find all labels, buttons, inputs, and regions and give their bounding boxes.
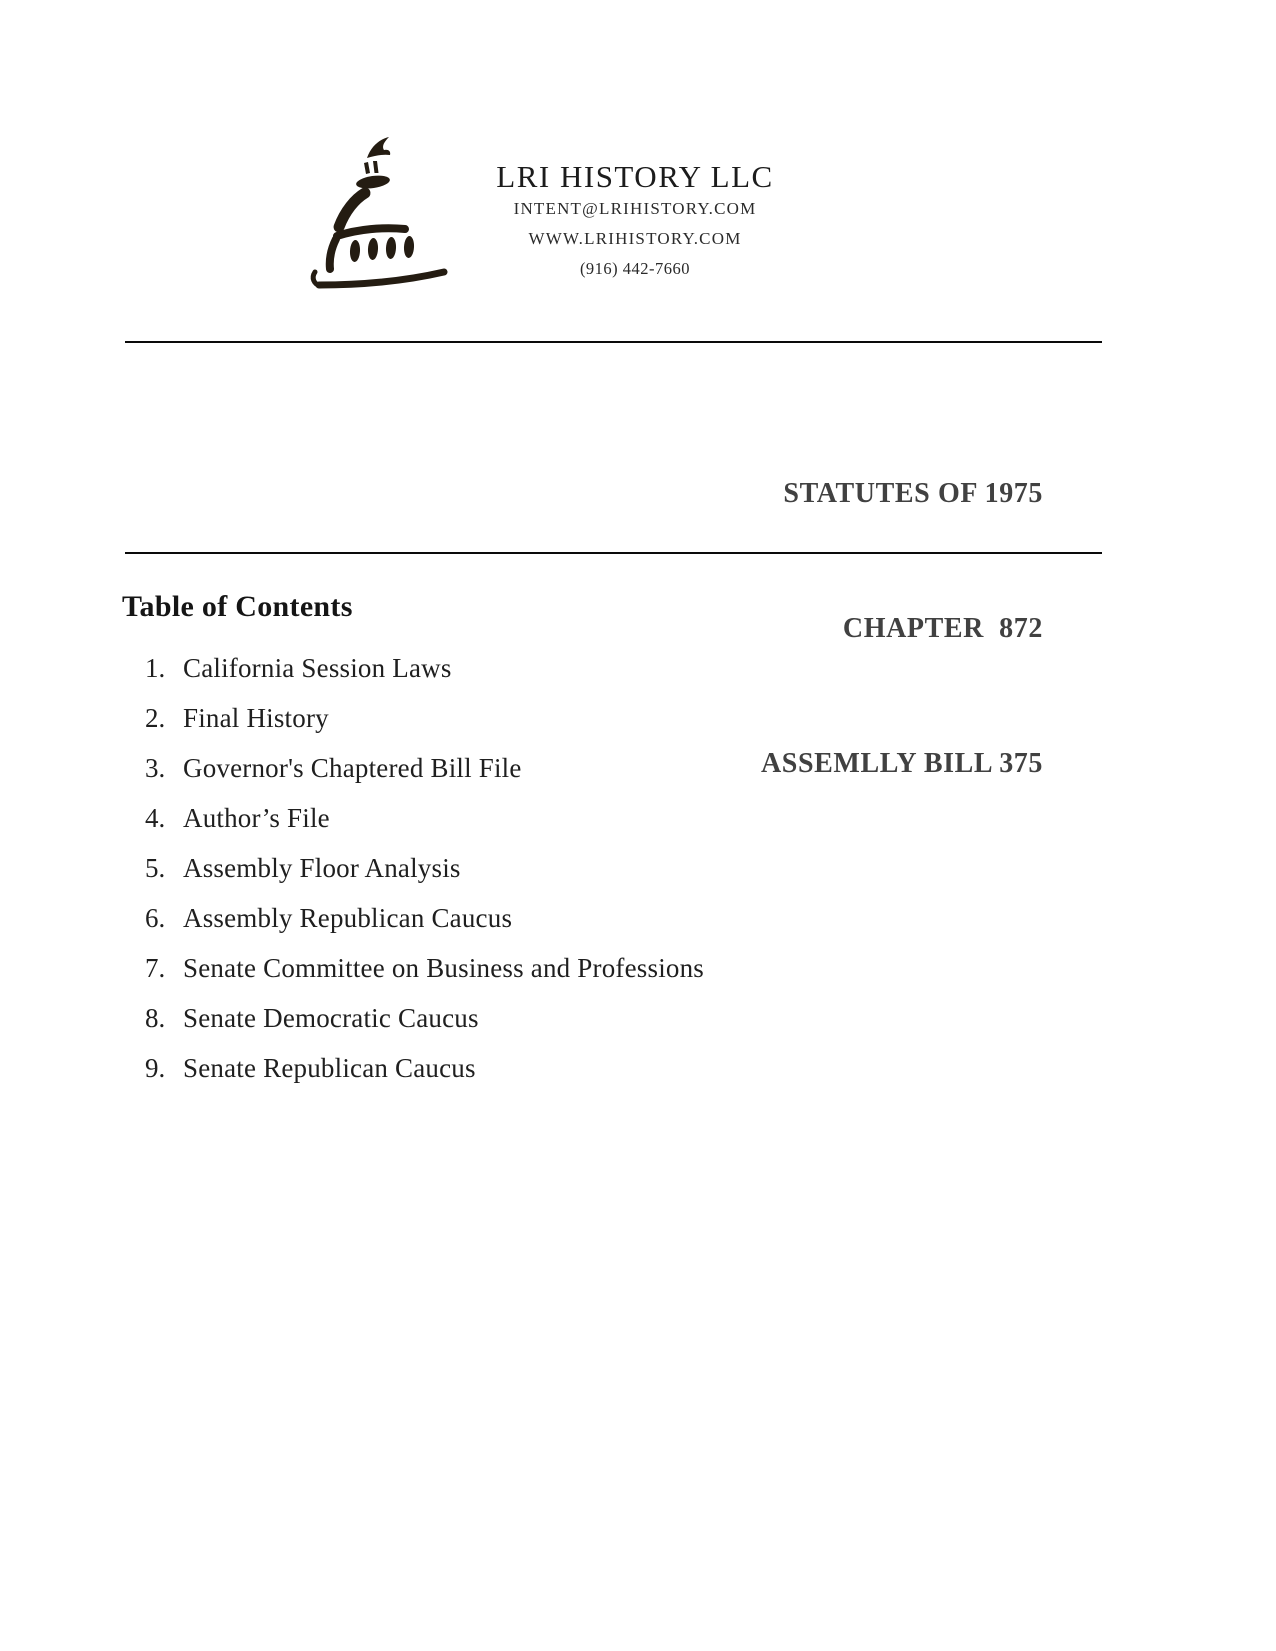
toc-item-number: 9. — [145, 1053, 166, 1083]
toc-item — [145, 843, 1045, 893]
chapter-line: CHAPTER 872 — [842, 613, 1043, 644]
toc-item — [145, 793, 1045, 843]
toc-item-number: 6. — [145, 903, 166, 933]
toc-item-label: Governor's Chaptered Bill File — [183, 753, 522, 783]
toc-item — [145, 993, 1045, 1043]
toc-item — [145, 693, 1045, 743]
capitol-dome-logo-icon — [303, 136, 451, 292]
toc-item-number: 5. — [145, 853, 166, 883]
toc-item — [145, 943, 1045, 993]
toc-item — [145, 893, 1045, 943]
toc-list — [145, 643, 1045, 1093]
letterhead — [433, 160, 837, 283]
assembly-bill-line: ASSEMLLY BILL 375 — [760, 748, 1043, 779]
company-name: LRI HISTORY LLC — [496, 159, 774, 194]
toc-item-number: 3. — [145, 753, 166, 783]
toc-item — [145, 1043, 1045, 1093]
toc-item-number: 4. — [145, 803, 166, 833]
toc-item-number: 1. — [145, 653, 166, 683]
company-website: WWW.LRIHISTORY.COM — [528, 229, 742, 248]
statutes-line: STATUTES OF 1975 — [783, 478, 1043, 509]
toc-item-label: Final History — [183, 703, 329, 733]
toc-item-number: 8. — [145, 1003, 166, 1033]
toc-item-number: 7. — [145, 953, 166, 983]
toc-item-label: California Session Laws — [183, 653, 452, 683]
toc-heading: Table of Contents — [122, 590, 353, 623]
toc-item-label: Author’s File — [183, 803, 330, 833]
toc-item-label: Assembly Floor Analysis — [183, 853, 461, 883]
toc-item — [145, 643, 1045, 693]
toc-item-number: 2. — [145, 703, 166, 733]
toc-item-label: Senate Committee on Business and Professions — [183, 953, 705, 983]
horizontal-rule-top — [125, 341, 1102, 343]
company-email: INTENT@LRIHISTORY.COM — [513, 199, 757, 218]
toc-item — [145, 743, 1045, 793]
toc-item-label: Assembly Republican Caucus — [183, 903, 513, 933]
toc-item-label: Senate Republican Caucus — [183, 1053, 476, 1083]
toc-item-label: Senate Democratic Caucus — [183, 1003, 479, 1033]
company-phone: (916) 442-7660 — [579, 259, 691, 278]
